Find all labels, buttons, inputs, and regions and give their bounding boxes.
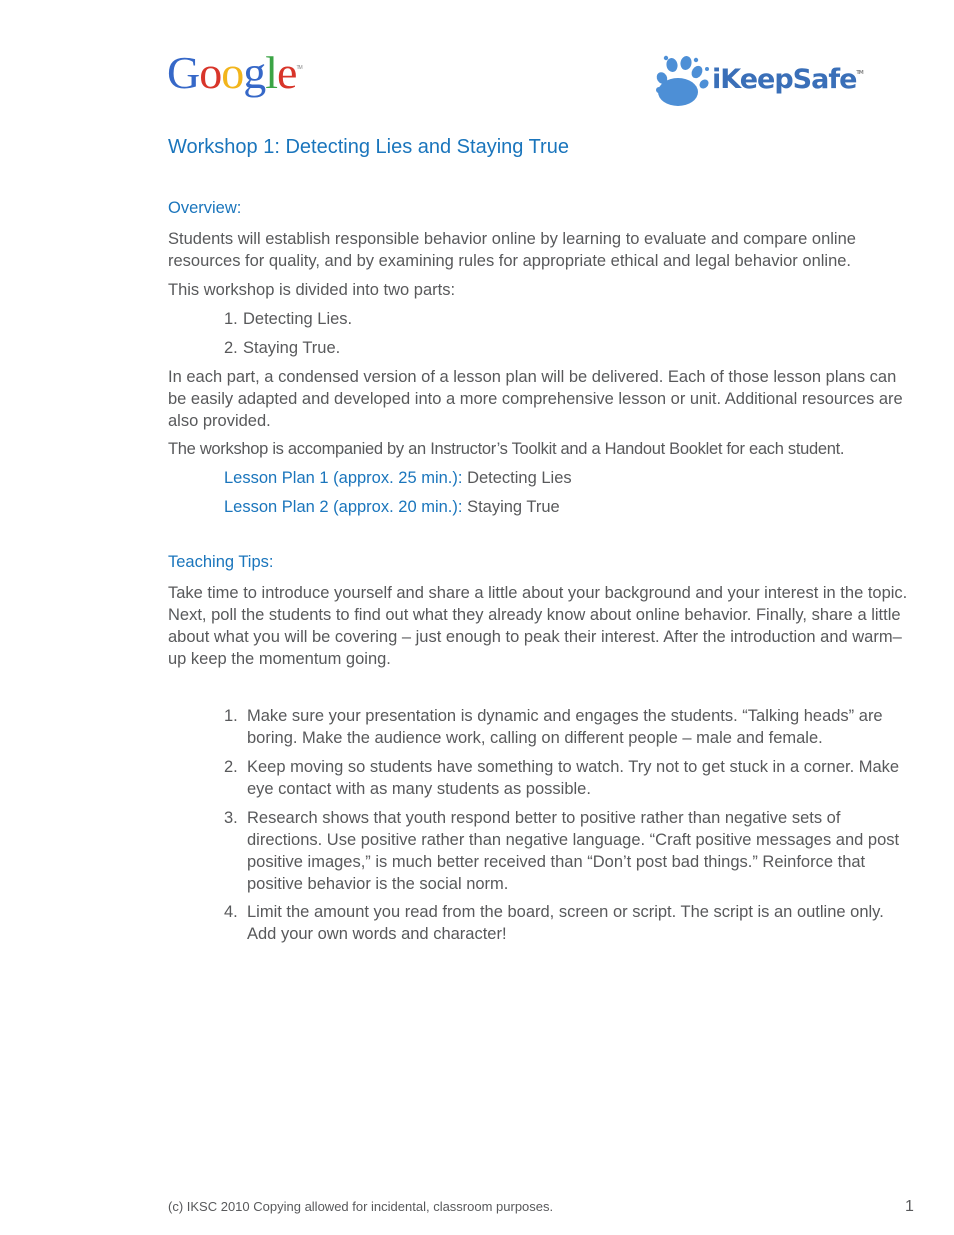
- google-tm: TM: [296, 65, 302, 71]
- lesson-plan-label: Lesson Plan 1 (approx. 25 min.):: [224, 469, 463, 487]
- page-title: Workshop 1: Detecting Lies and Staying True: [168, 136, 569, 158]
- copyright-footer: (c) IKSC 2010 Copying allowed for incidental, classroom purposes.: [168, 1199, 554, 1214]
- lesson-plan-title: Detecting Lies: [467, 469, 572, 487]
- overview-paragraph-1: Students will establish responsible behavior online by learning to evaluate and compare online resources for quality, and by examining rules for appropriate ethical and legal behavior online.: [168, 230, 856, 270]
- lesson-plan-item: [224, 467, 572, 489]
- lesson-plan-label: Lesson Plan 2 (approx. 20 min.):: [224, 498, 463, 516]
- lesson-plan-item: [224, 496, 560, 518]
- teaching-tips-intro: Take time to introduce yourself and share a little about your background and your interest in the topic. Next, poll the students to find out what they already know about online behavior. Finally, share a little about what you will be covering – just enough to peak their interest. After the introduction and warm–up keep the momentum going.: [168, 584, 908, 668]
- part-item: 2. Staying True.: [224, 339, 341, 357]
- paw-icon: [654, 54, 714, 108]
- overview-paragraph-2: This workshop is divided into two parts:: [168, 281, 456, 299]
- ikeepsafe-wordmark: iKeepSafe™: [712, 64, 863, 95]
- ikeepsafe-tm: TM: [856, 70, 863, 76]
- overview-paragraph-3: In each part, a condensed version of a lesson plan will be delivered. Each of those lesson plans can be easily adapted and developed into a more comprehensive lesson or unit. Additional resources are also provided.: [168, 368, 903, 430]
- overview-paragraph-4: The workshop is accompanied by an Instructor’s Toolkit and a Handout Booklet for each student.: [168, 440, 845, 458]
- page-number: 1: [905, 1198, 914, 1215]
- part-item: 1. Detecting Lies.: [224, 310, 353, 328]
- lesson-plan-title: Staying True: [467, 498, 560, 516]
- google-logo: Google™: [167, 47, 302, 98]
- overview-heading: Overview:: [168, 199, 242, 217]
- teaching-tips-heading: Teaching Tips:: [168, 553, 274, 571]
